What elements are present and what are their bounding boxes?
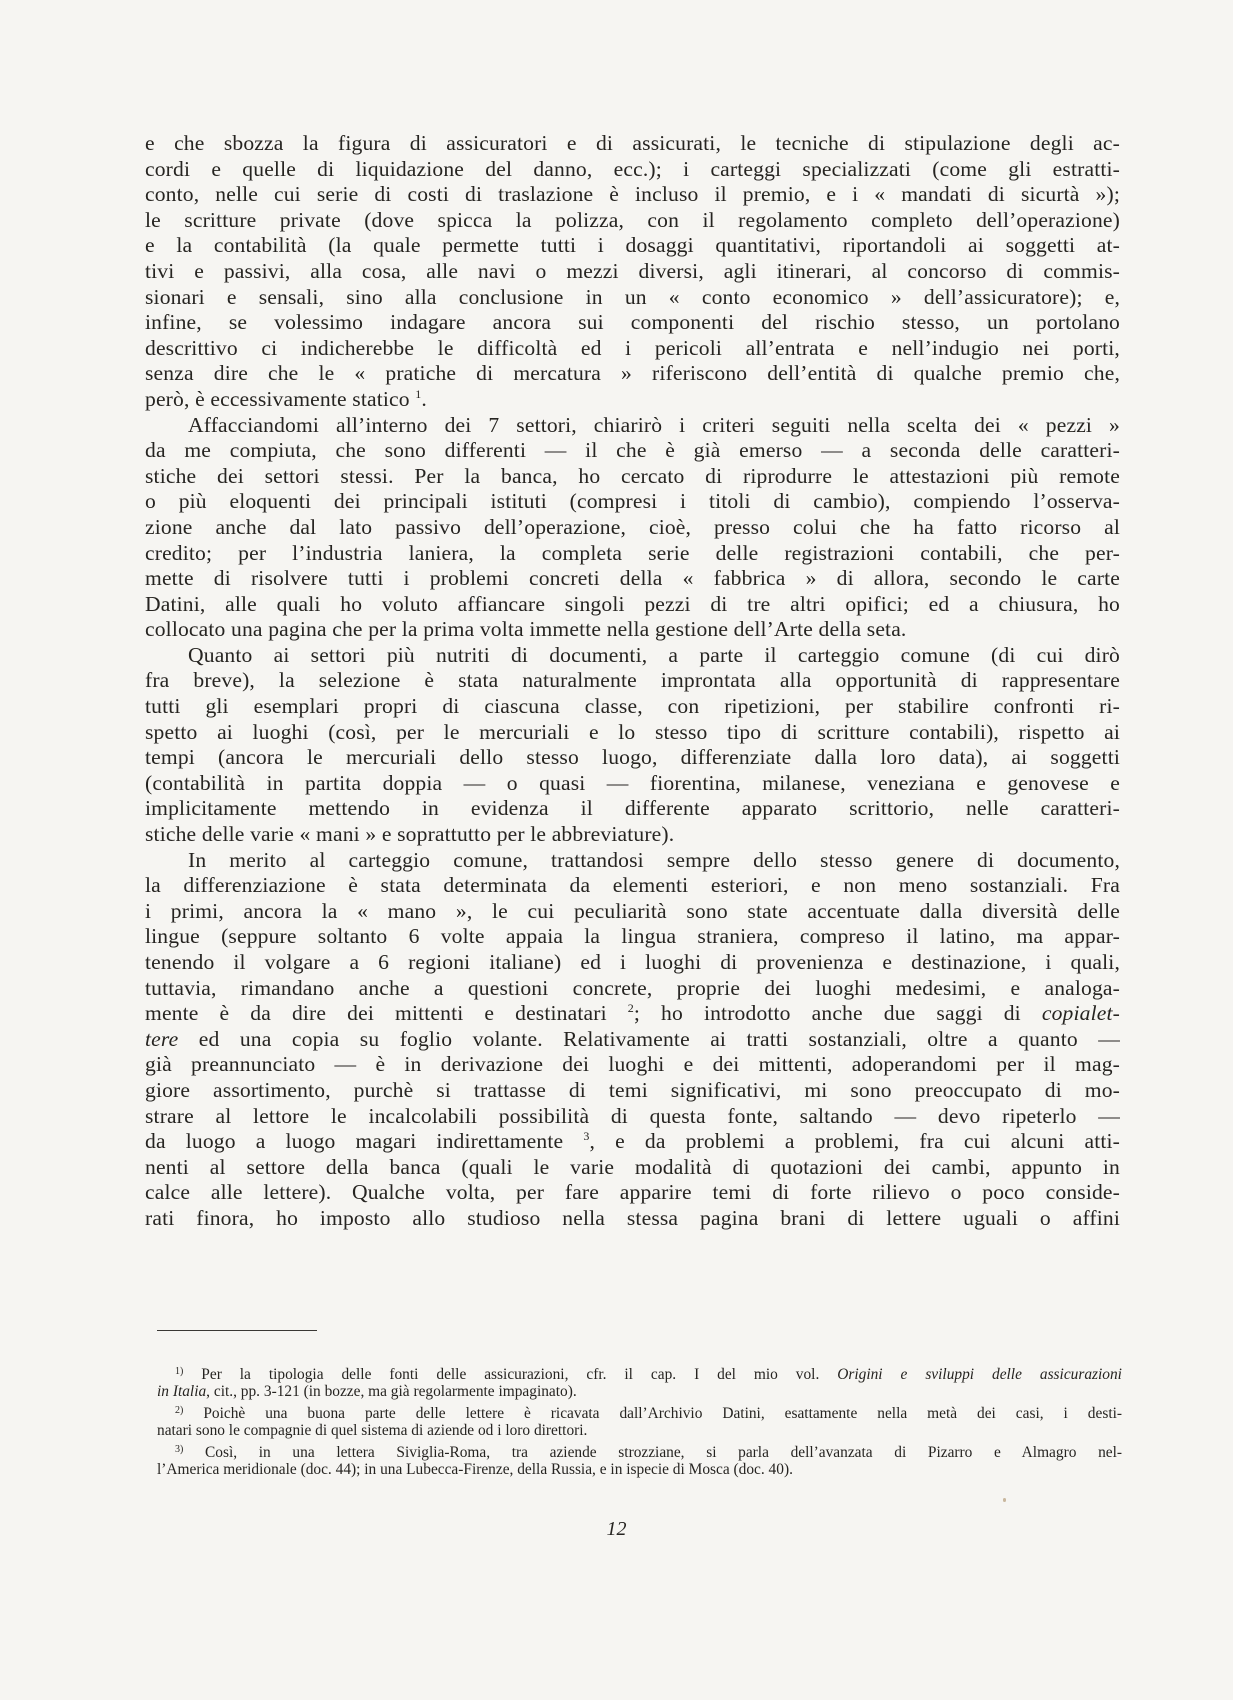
text-line: spetto ai luoghi (così, per le mercuriali e lo stesso tipo di scritture contabili), rispetto ai (145, 719, 1120, 744)
text-line: cordi e quelle di liquidazione del danno, ecc.); i carteggi specializzati (come gli estratti- (145, 156, 1120, 181)
text-fragment: . (421, 386, 427, 411)
text-line: Datini, alle quali ho voluto affiancare singoli pezzi di tre altri opifici; ed a chiusura, ho (145, 591, 1120, 616)
text-line: e che sbozza la figura di assicuratori e di assicurati, le tecniche di stipulazione degli ac- (145, 131, 1120, 155)
footnotes (157, 1362, 1122, 1480)
text-line: stiche dei settori stessi. Per la banca, ho cercato di riprodurre le attestazioni più remote (145, 463, 1120, 488)
text-line: tivi e passivi, alla cosa, alle navi o mezzi diversi, agli itinerari, al concorso di commis- (145, 258, 1120, 283)
text-line: Quanto ai settori più nutriti di documenti, a parte il carteggio comune (di cui dirò (188, 642, 1120, 667)
text-line: descrittivo ci indicherebbe le difficoltà ed i pericoli all’entrata e nell’indugio nei porti, (145, 335, 1120, 360)
footnote-mark: 1) (175, 1366, 184, 1377)
text-line: già preannunciato — è in derivazione dei luoghi e dei mittenti, adoperandomi per il mag- (145, 1052, 1120, 1077)
text-line: collocato una pagina che per la prima volta immette nella gestione dell’Arte della seta. (145, 617, 907, 642)
text-line (145, 387, 1120, 413)
text-line: In merito al carteggio comune, trattandosi sempre dello stesso genere di documento, (188, 847, 1120, 872)
italic-term: copialet- (1041, 1001, 1120, 1026)
footnote-separator (157, 1330, 317, 1331)
text-line (145, 1129, 1120, 1155)
footnote-2 (157, 1401, 1122, 1421)
text-line: i primi, ancora la « mano », le cui peculiarità sono state accentuate dalla diversità delle (145, 898, 1120, 923)
text-line: lingue (seppure soltanto 6 volte appaia la lingua straniera, compreso il latino, ma appar- (145, 924, 1120, 949)
footnote-text: Poichè una buona parte delle lettere è ricavata dall’Archivio Datini, esattamente nella metà dei casi, i desti- (203, 1405, 1122, 1423)
text-line: e la contabilità (la quale permette tutti i dosaggi quantitativi, riportandoli ai soggetti at- (145, 233, 1120, 258)
footnote-mark: 3) (175, 1444, 184, 1456)
footnote-3 (157, 1440, 1122, 1460)
text-line: infine, se volessimo indagare ancora sui componenti del rischio stesso, un portolano (145, 310, 1120, 335)
text-line (145, 1027, 1120, 1053)
text-line: Affacciandomi all’interno dei 7 settori, chiarirò i criteri seguiti nella scelta dei « pezzi » (188, 412, 1120, 437)
footnote-text: Per la tipologia delle fonti delle assicurazioni, cfr. il cap. I del mio vol. (201, 1366, 820, 1383)
text-line: tuttavia, rimandano anche a questioni concrete, proprie dei luoghi medesimi, e analoga- (145, 975, 1120, 1000)
text-line: calce alle lettere). Qualche volta, per fare apparire temi di forte rilievo o poco conside- (145, 1180, 1120, 1205)
page-number: 12 (606, 1518, 627, 1540)
footnote-reference: 2 (627, 1001, 634, 1016)
text-line: implicitamente mettendo in evidenza il differente apparato scrittorio, nelle caratteri- (145, 796, 1120, 821)
footnote-title: in Italia (157, 1382, 207, 1400)
text-line: o più eloquenti dei principali istituti (compresi i titoli di cambio), compiendo l’osserva- (145, 489, 1120, 514)
text-line: le scritture private (dove spicca la polizza, con il regolamento completo dell’operazione) (145, 207, 1120, 232)
italic-term: tere (145, 1026, 179, 1051)
text-line: senza dire che le « pratiche di mercatura » riferiscono dell’entità di qualche premio che, (145, 361, 1120, 386)
footnote-1-cont (157, 1382, 1122, 1402)
text-line: strare al lettore le incalcolabili possibilità di questa fonte, saltando — devo ripeterlo — (145, 1103, 1120, 1128)
text-line: sionari e sensali, sino alla conclusione in un « conto economico » dell’assicuratore); e, (145, 284, 1120, 309)
text-fragment: ; ho introdotto anche due saggi di (633, 1001, 1021, 1026)
text-line: tempi (ancora le mercuriali dello stesso luogo, differenziate dalla loro data), ai soggetti (145, 745, 1120, 770)
text-line: mette di risolvere tutti i problemi concreti della « fabbrica » di allora, secondo le carte (145, 566, 1120, 591)
text-line: fra breve), la selezione è stata naturalmente improntata alla opportunità di rappresentare (145, 668, 1120, 693)
text-fragment: però, è eccessivamente statico (145, 386, 410, 411)
footnote-reference: 3 (583, 1129, 590, 1144)
text-fragment: mente è da dire dei mittenti e destinatari (145, 1001, 607, 1026)
text-line: (contabilità in partita doppia — o quasi — fiorentina, milanese, veneziana e genovese e (145, 770, 1120, 795)
text-line (145, 1001, 1120, 1027)
text-line: stiche delle varie « mani » e soprattutto per le abbreviature). (145, 822, 675, 847)
body-text (145, 131, 1120, 1232)
footnote-3-cont: l’America meridionale (doc. 44); in una Lubecca-Firenze, della Russia, e in ispecie di Mosca (doc. 40). (157, 1460, 793, 1478)
text-line: tutti gli esemplari propri di ciascuna classe, con ripetizioni, per stabilire confronti ri- (145, 694, 1120, 719)
text-fragment: ed una copia su foglio volante. Relativamente ai tratti sostanziali, oltre a quanto — (198, 1026, 1120, 1051)
footnote-1 (157, 1362, 1122, 1382)
text-line: conto, nelle cui serie di costi di traslazione è incluso il premio, e i « mandati di sicurtà »); (145, 182, 1120, 207)
text-fragment: da luogo a luogo magari indirettamente (145, 1129, 564, 1154)
text-line: la differenziazione è stata determinata da elementi esteriori, e non meno sostanziali. Fra (145, 873, 1120, 898)
footnote-reference: 1 (415, 386, 422, 401)
footnote-title: Origini e sviluppi delle assicurazioni (837, 1366, 1122, 1383)
text-line: tenendo il volgare a 6 regioni italiane) ed i luoghi di provenienza e destinazione, i quali, (145, 950, 1120, 974)
footnote-mark: 2) (175, 1405, 184, 1417)
text-line: giore assortimento, purchè si trattasse di temi significativi, mi sono preoccupato di mo- (145, 1077, 1120, 1102)
text-line: zione anche dal lato passivo dell’operazione, cioè, presso colui che ha fatto ricorso al (145, 514, 1120, 539)
text-line: da me compiuta, che sono differenti — il che è già emerso — a seconda delle caratteri- (145, 438, 1120, 463)
footnote-text: Così, in una lettera Siviglia-Roma, tra aziende strozziane, si parla dell’avanzata di Pizarro e Almagro nel- (205, 1444, 1122, 1462)
text-line: nenti al settore della banca (quali le varie modalità di quotazioni dei cambi, appunto in (145, 1154, 1120, 1179)
footnote-2-cont: natari sono le compagnie di quel sistema di aziende od i loro direttori. (157, 1421, 588, 1439)
text-line: credito; per l’industria laniera, la completa serie delle registrazioni contabili, che per- (145, 540, 1120, 565)
paper-speck (1003, 1498, 1006, 1502)
text-line: rati finora, ho imposto allo studioso nella stessa pagina brani di lettere uguali o affini (145, 1205, 1120, 1230)
footnote-text: , cit., pp. 3-121 (in bozze, ma già regolarmente impaginato). (206, 1382, 577, 1400)
text-fragment: , e da problemi a problemi, fra cui alcuni atti- (589, 1129, 1120, 1154)
